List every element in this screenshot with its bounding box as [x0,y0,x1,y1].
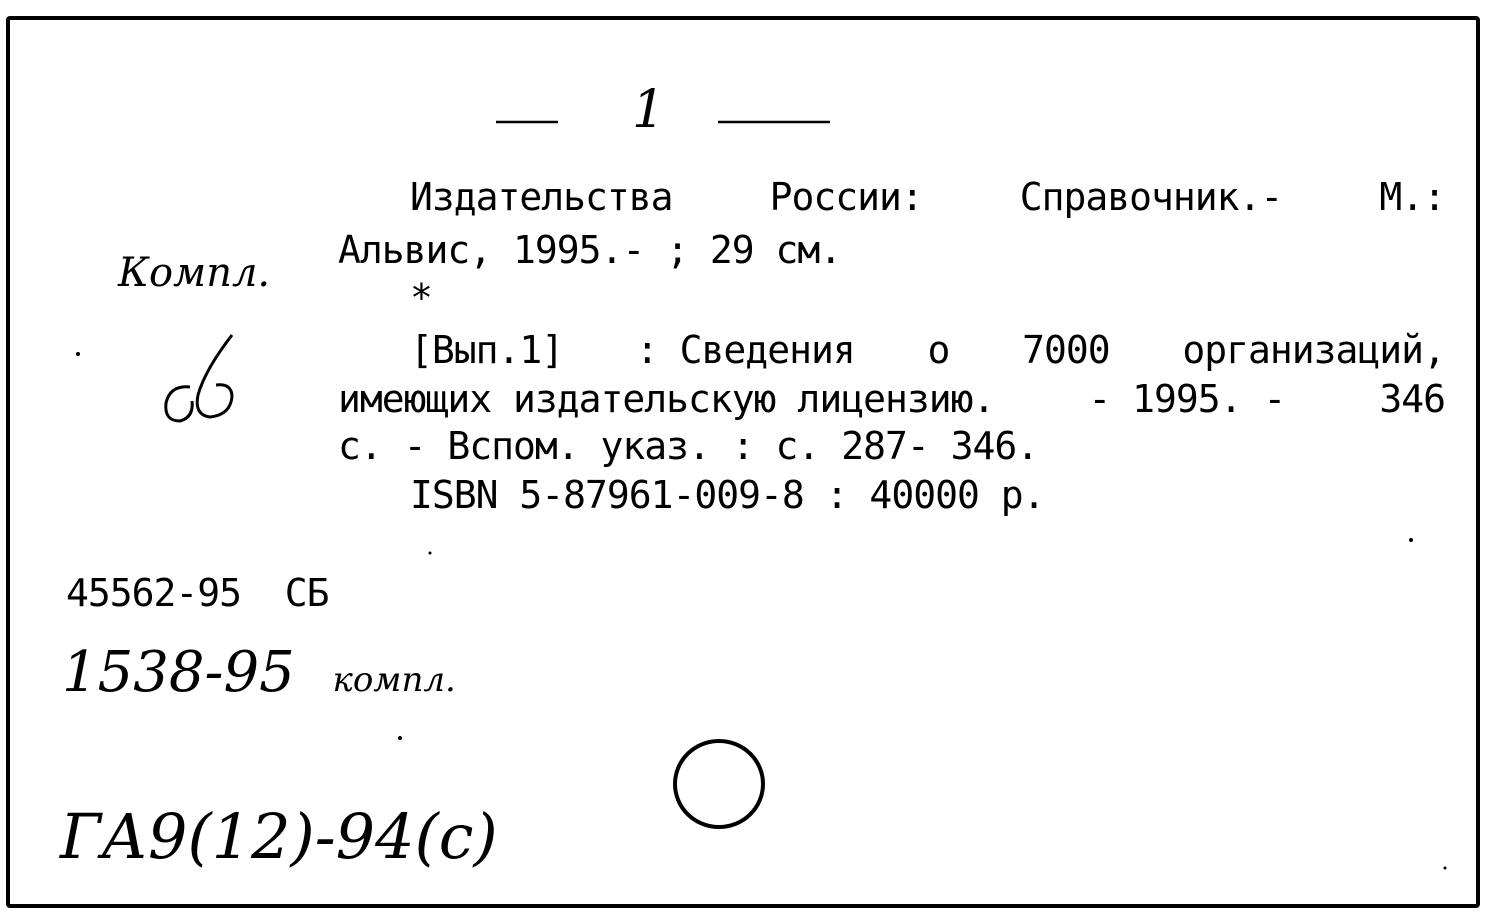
title-word: России: [769,175,923,219]
asterisk: * [410,276,432,320]
volume-word: : Сведения [635,328,855,372]
page-mark: 1 [632,80,666,140]
volume-word: - 1995. - [1088,377,1286,421]
volume-word: о [927,328,950,372]
bottom-classification-code: ГА9(12)-94(с) [60,800,498,873]
shelf-code: 45562-95 СБ [66,571,329,615]
volume-line-3: с. - Вспом. указ. : с. 287- 346. [338,424,1039,468]
margin-note: Компл. [118,250,271,296]
volume-word: 346 [1379,377,1445,421]
title-word: М.: [1379,175,1445,219]
volume-word: 7000 [1022,328,1110,372]
title-word: Издательства [410,175,673,219]
volume-word: имеющих издательскую лицензию. [338,377,995,421]
volume-word: [Вып.1] [410,328,564,372]
volume-word: организаций, [1182,328,1445,372]
publication-line: Альвис, 1995.- ; 29 см. [338,228,842,272]
isbn-line: ISBN 5-87961-009-8 : 40000 р. [410,473,1045,517]
number-note-value: 1538-95 [62,640,295,705]
number-note-suffix: компл. [332,660,456,700]
title-word: Справочник.- [1019,175,1283,219]
